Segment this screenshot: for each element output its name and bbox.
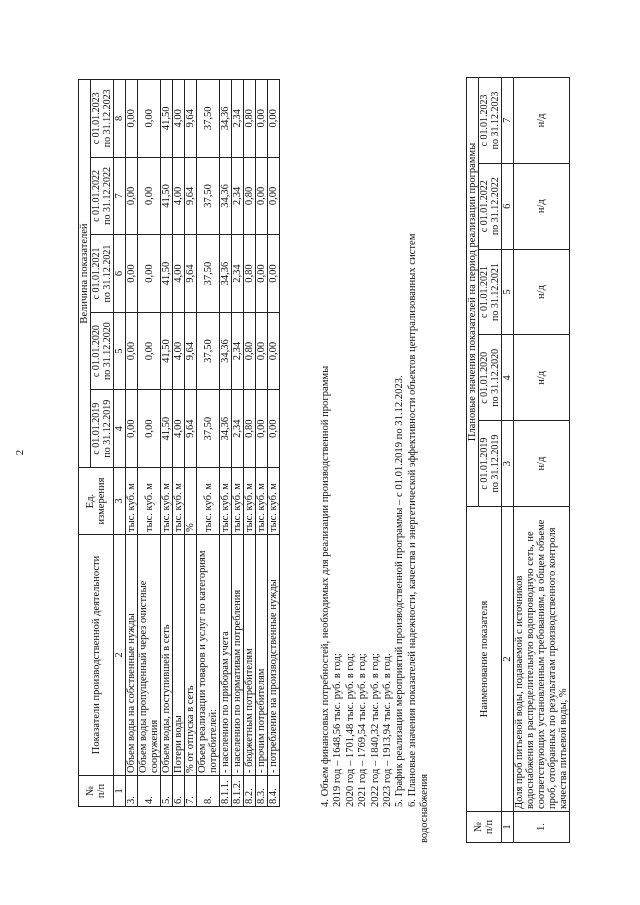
t1-col-number: 1: [114, 776, 126, 807]
t2-col-number: 2: [502, 507, 514, 812]
t2-header-name: Наименование показателя: [467, 507, 502, 812]
t1-row-value: 37,50: [197, 235, 220, 313]
t1-row-unit: тыс. куб. м: [138, 468, 161, 535]
t2-col-number: 3: [502, 421, 514, 507]
t1-col-number: 8: [114, 80, 126, 158]
t1-row-value: 41,50: [161, 157, 173, 235]
t2-col-number: 4: [502, 335, 514, 421]
t1-row-num: 8.1.1.: [220, 776, 232, 807]
plan-values-table: [466, 77, 570, 843]
t1-row-name: - прочим потребителям: [256, 535, 268, 776]
t1-col-number: 7: [114, 157, 126, 235]
t2-body: [514, 78, 570, 843]
t1-row-value: 0,80: [244, 235, 256, 313]
t1-row: [244, 80, 256, 807]
t1-row-value: 0,00: [268, 80, 280, 158]
t1-row-name: Объем воды, поступившей в сеть: [161, 535, 173, 776]
t1-row-unit: тыс. куб. м: [256, 468, 268, 535]
t1-row-value: 0,80: [244, 390, 256, 468]
t1-col-number: 2: [114, 535, 126, 776]
t1-header-unit: Ед. измерения: [79, 468, 114, 535]
t1-row-value: 0,80: [244, 157, 256, 235]
t1-row-name: Объем реализации товаров и услуг по категориям потребителей:: [197, 535, 220, 776]
t1-row-value: 9,64: [185, 235, 197, 313]
t2-col-number: 7: [502, 78, 514, 164]
t2-col-number: 6: [502, 163, 514, 249]
t1-col-number: 5: [114, 312, 126, 390]
t1-row-unit: тыс. куб. м: [268, 468, 280, 535]
note-schedule: 5. График реализации мероприятий производственной программы – с 01.01.2019 по 31.12.2023.: [394, 375, 406, 807]
t1-row-value: 0,80: [244, 312, 256, 390]
note-year-2022: 2022 год – 1840,32 тыс. руб. в год;: [369, 653, 381, 807]
t2-header-period: с 01.01.2020 по 31.12.2020: [479, 335, 502, 421]
t1-row-value: 34,36: [220, 390, 232, 468]
t1-row-unit: тыс. куб. м: [220, 468, 232, 535]
t1-row: [268, 80, 280, 807]
t1-row-value: 0,00: [268, 157, 280, 235]
t1-row-value: 0,00: [138, 80, 161, 158]
t1-row-value: 34,36: [220, 312, 232, 390]
t1-row: [232, 80, 244, 807]
t1-row-name: Потери воды: [173, 535, 185, 776]
t1-row-value: 0,00: [138, 312, 161, 390]
t1-row-value: 0,00: [138, 390, 161, 468]
t2-row-value: н/д: [514, 421, 570, 507]
t2-header-group: Плановые значения показателей на период реализации программы: [467, 78, 479, 507]
t1-row-value: 34,36: [220, 157, 232, 235]
t1-row-value: 34,36: [220, 235, 232, 313]
t1-row-num: 8.1.2.: [232, 776, 244, 807]
t1-row-unit: тыс. куб. м: [161, 468, 173, 535]
program-notes: [320, 47, 432, 843]
note-year-2021: 2021 год – 1769,54 тыс. руб. в год;: [357, 653, 369, 807]
t1-row-value: 9,64: [185, 312, 197, 390]
t1-row-value: 0,80: [244, 80, 256, 158]
note-year-2023: 2023 год – 1913,94 тыс. руб. в год.: [382, 653, 394, 807]
note-year-2020: 2020 год – 1701,48 тыс. руб. в год;: [344, 653, 356, 807]
t1-row-value: 0,00: [256, 390, 268, 468]
t1-row-value: 0,00: [126, 235, 138, 313]
t1-row-num: 7.: [185, 776, 197, 807]
note-plan-values: 6. Плановые значения показателей надежности, качества и энергетической эффективности объектов централизованных систем: [406, 233, 418, 807]
t1-row-unit: %: [185, 468, 197, 535]
t2-row-value: н/д: [514, 78, 570, 164]
t1-row-value: 41,50: [161, 390, 173, 468]
t1-header-values-group: Величина показателей: [79, 80, 91, 468]
note-financial-needs: 4. Объем финансовых потребностей, необходимых для реализации производственной программы: [320, 365, 331, 807]
t1-col-number: 6: [114, 235, 126, 313]
t1-row-value: 2,34: [232, 312, 244, 390]
t1-header-period: с 01.01.2021 по 31.12.2021: [91, 235, 114, 313]
t2-header-period: с 01.01.2023 по 31.12.2023: [479, 78, 502, 164]
t1-row-value: 4,00: [173, 80, 185, 158]
t1-row-unit: тыс. куб. м: [232, 468, 244, 535]
t1-row-value: 2,34: [232, 80, 244, 158]
t1-row-value: 0,00: [256, 80, 268, 158]
t1-row-value: 2,34: [232, 390, 244, 468]
t1-row-value: 9,64: [185, 390, 197, 468]
t1-row-value: 0,00: [126, 80, 138, 158]
t1-row: [220, 80, 232, 807]
t1-row-value: 37,50: [197, 157, 220, 235]
production-indicators-table: [78, 79, 280, 807]
t1-body: [126, 80, 280, 807]
t2-row-value: н/д: [514, 163, 570, 249]
t1-header-period: с 01.01.2023 по 31.12.2023: [91, 80, 114, 158]
t2-col-number: 5: [502, 249, 514, 335]
t1-row-name: - потребление на производственные нужды: [268, 535, 280, 776]
t1-row-value: 9,64: [185, 80, 197, 158]
t2-header-num: № п/п: [467, 812, 502, 843]
t1-col-number: 3: [114, 468, 126, 535]
t1-row-num: 8.: [197, 776, 220, 807]
t1-row-value: 37,50: [197, 312, 220, 390]
t1-row-value: 0,00: [126, 312, 138, 390]
t2-row: [514, 78, 570, 843]
t1-row: [197, 80, 220, 807]
t1-row: [161, 80, 173, 807]
t1-row-value: 41,50: [161, 312, 173, 390]
t1-row-value: 0,00: [256, 157, 268, 235]
t1-row: [185, 80, 197, 807]
t1-row-value: 0,00: [256, 235, 268, 313]
t1-row-unit: тыс. куб. м: [126, 468, 138, 535]
t2-row-num: 1.: [514, 812, 570, 843]
t2-header-period: с 01.01.2019 по 31.12.2019: [479, 421, 502, 507]
t1-row-name: % от отпуска в сеть: [185, 535, 197, 776]
t1-row-num: 8.4.: [268, 776, 280, 807]
t1-row-value: 0,00: [126, 157, 138, 235]
t1-row-name: - бюджетным потребителям: [244, 535, 256, 776]
t1-row-name: Объем воды на собственные нужды: [126, 535, 138, 776]
t1-row-value: 2,34: [232, 157, 244, 235]
t2-col-number: 1: [502, 812, 514, 843]
t1-row-value: 0,00: [256, 312, 268, 390]
t1-row-value: 0,00: [268, 312, 280, 390]
t2-row-name: Доля проб питьевой воды, подаваемой с источников водоснабжения в распределительную водопроводную сеть, не соответствующих установленным требованиям, в общем объеме проб, отобранных по результатам производственного контроля качества питьевой воды, %: [514, 507, 570, 812]
t1-row-value: 37,50: [197, 80, 220, 158]
t1-row-num: 8.3.: [256, 776, 268, 807]
t1-row-num: 5.: [161, 776, 173, 807]
t1-row-name: - населению по нормативам потребления: [232, 535, 244, 776]
t1-row-value: 0,00: [126, 390, 138, 468]
t1-row-value: 34,36: [220, 80, 232, 158]
t1-row-value: 0,00: [138, 157, 161, 235]
t1-header-indicator: Показатели производственной деятельности: [79, 535, 114, 776]
t1-row-name: - населению по приборам учета: [220, 535, 232, 776]
t1-row-value: 9,64: [185, 157, 197, 235]
t1-row-num: 4.: [138, 776, 161, 807]
t1-row-value: 0,00: [268, 235, 280, 313]
t1-row-value: 0,00: [268, 390, 280, 468]
t1-col-number: 4: [114, 390, 126, 468]
t2-header-period: с 01.01.2021 по 31.12.2021: [479, 249, 502, 335]
t2-row-value: н/д: [514, 335, 570, 421]
t1-row: [126, 80, 138, 807]
t1-header-period: с 01.01.2020 по 31.12.2020: [91, 312, 114, 390]
t1-row-name: Объем воды пропущенный через очистные сооружения: [138, 535, 161, 776]
t1-row-value: 4,00: [173, 235, 185, 313]
t1-row-value: 4,00: [173, 157, 185, 235]
t1-row-value: 37,50: [197, 390, 220, 468]
t1-header-period: с 01.01.2019 по 31.12.2019: [91, 390, 114, 468]
t1-header-num: № п/п: [79, 776, 114, 807]
t1-row-unit: тыс. куб. м: [244, 468, 256, 535]
t1-row-value: 4,00: [173, 390, 185, 468]
t1-row-value: 41,50: [161, 80, 173, 158]
page-number: 2: [14, 449, 26, 456]
t1-row-unit: тыс. куб. м: [173, 468, 185, 535]
t1-row-num: 6.: [173, 776, 185, 807]
t2-header-period: с 01.01.2022 по 31.12.2022: [479, 163, 502, 249]
t1-row: [256, 80, 268, 807]
t1-row-value: 2,34: [232, 235, 244, 313]
note-year-2019: 2019 год – 1648,56 тыс. руб. в год;: [332, 653, 344, 807]
t1-row: [138, 80, 161, 807]
t1-header-period: с 01.01.2022 по 31.12.2022: [91, 157, 114, 235]
t1-row: [173, 80, 185, 807]
t1-row-num: 8.2.: [244, 776, 256, 807]
t1-row-unit: тыс. куб. м: [197, 468, 220, 535]
t1-row-value: 0,00: [138, 235, 161, 313]
t1-row-num: 3.: [126, 776, 138, 807]
t1-row-value: 41,50: [161, 235, 173, 313]
t2-row-value: н/д: [514, 249, 570, 335]
note-plan-values-cont: водоснабжения: [419, 773, 431, 843]
t1-row-value: 4,00: [173, 312, 185, 390]
